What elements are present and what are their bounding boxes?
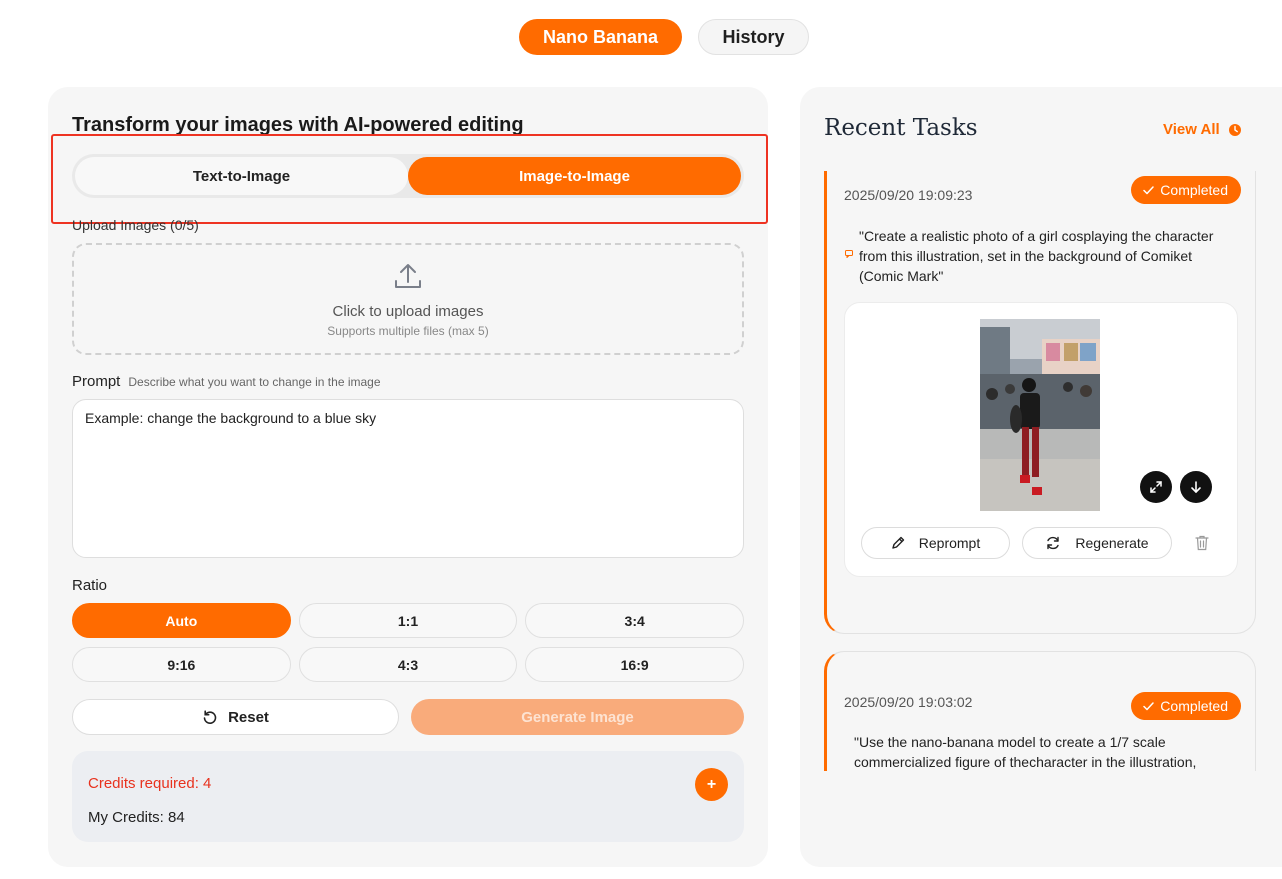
task-time: 2025/09/20 19:09:23: [844, 187, 973, 203]
reset-button[interactable]: [72, 699, 399, 735]
reprompt-button[interactable]: [861, 527, 1010, 559]
prompt-label-row: [72, 373, 381, 390]
mode-text-to-image-button[interactable]: Text-to-Image: [75, 157, 408, 195]
check-icon: [1143, 186, 1154, 195]
pencil-icon: [891, 536, 905, 550]
prompt-label: Prompt: [72, 373, 121, 390]
reset-icon: [202, 709, 218, 725]
tab-nano-banana[interactable]: Nano Banana: [519, 19, 682, 55]
upload-icon: [392, 261, 424, 293]
result-image-thumbnail: [980, 319, 1100, 511]
result-card: [844, 302, 1238, 577]
regenerate-button[interactable]: [1022, 527, 1172, 559]
ratio-16-9-button[interactable]: 16:9: [525, 647, 744, 682]
ratio-1-1-button[interactable]: 1:1: [299, 603, 518, 638]
top-nav: [519, 19, 809, 55]
tab-history[interactable]: History: [698, 19, 809, 55]
task-prompt: "Create a realistic photo of a girl cosplaying the character from this illustration, set in the background of Comiket (Comic Mark": [859, 228, 1214, 284]
download-icon: [1189, 480, 1203, 494]
ratio-auto-button[interactable]: Auto: [72, 603, 291, 638]
task-card: [824, 651, 1256, 771]
generate-image-button[interactable]: Generate Image: [411, 699, 744, 735]
prompt-hint: Describe what you want to change in the image: [128, 375, 381, 389]
ratio-options: [72, 603, 744, 682]
clock-icon: [1228, 123, 1242, 137]
mode-toggle: [72, 154, 744, 198]
comment-icon: [845, 250, 853, 258]
upload-sub-text: Supports multiple files (max 5): [327, 323, 489, 338]
task-card: [824, 171, 1256, 634]
task-prompt: "Use the nano-banana model to create a 1/7 scale commercialized figure of thecharacter in the illustration,: [854, 734, 1197, 770]
reprompt-label: Reprompt: [918, 535, 981, 551]
ratio-4-3-button[interactable]: 4:3: [299, 647, 518, 682]
editor-title: Transform your images with AI-powered editing: [72, 114, 524, 136]
status-badge: [1131, 692, 1241, 720]
credits-required: Credits required: 4: [88, 775, 212, 792]
status-label: Completed: [1160, 182, 1228, 198]
status-label: Completed: [1160, 698, 1228, 714]
prompt-input[interactable]: [72, 399, 744, 558]
mode-image-to-image-button[interactable]: Image-to-Image: [408, 157, 741, 195]
expand-button[interactable]: [1140, 471, 1172, 503]
view-all-label: View All: [1163, 121, 1220, 138]
editor-panel: [48, 87, 768, 867]
regenerate-label: Regenerate: [1075, 535, 1149, 551]
ratio-9-16-button[interactable]: 9:16: [72, 647, 291, 682]
result-image[interactable]: [980, 319, 1100, 511]
ratio-3-4-button[interactable]: 3:4: [525, 603, 744, 638]
check-icon: [1143, 702, 1154, 711]
upload-label: Upload Images (0/5): [72, 217, 199, 233]
upload-dropzone[interactable]: [72, 243, 744, 355]
trash-icon[interactable]: [1195, 535, 1209, 551]
add-credits-button[interactable]: +: [695, 768, 728, 801]
expand-icon: [1149, 480, 1163, 494]
recent-tasks-panel: [800, 87, 1282, 867]
credits-box: [72, 751, 744, 842]
tasks-list[interactable]: [824, 171, 1282, 771]
view-all-link[interactable]: [1163, 121, 1242, 138]
recent-tasks-title: Recent Tasks: [824, 115, 978, 141]
task-time: 2025/09/20 19:03:02: [844, 694, 973, 710]
ratio-label: Ratio: [72, 577, 108, 594]
my-credits: My Credits: 84: [88, 809, 185, 826]
refresh-icon: [1045, 536, 1061, 550]
upload-main-text: Click to upload images: [332, 302, 484, 320]
status-badge: [1131, 176, 1241, 204]
download-button[interactable]: [1180, 471, 1212, 503]
reset-label: Reset: [228, 708, 269, 726]
